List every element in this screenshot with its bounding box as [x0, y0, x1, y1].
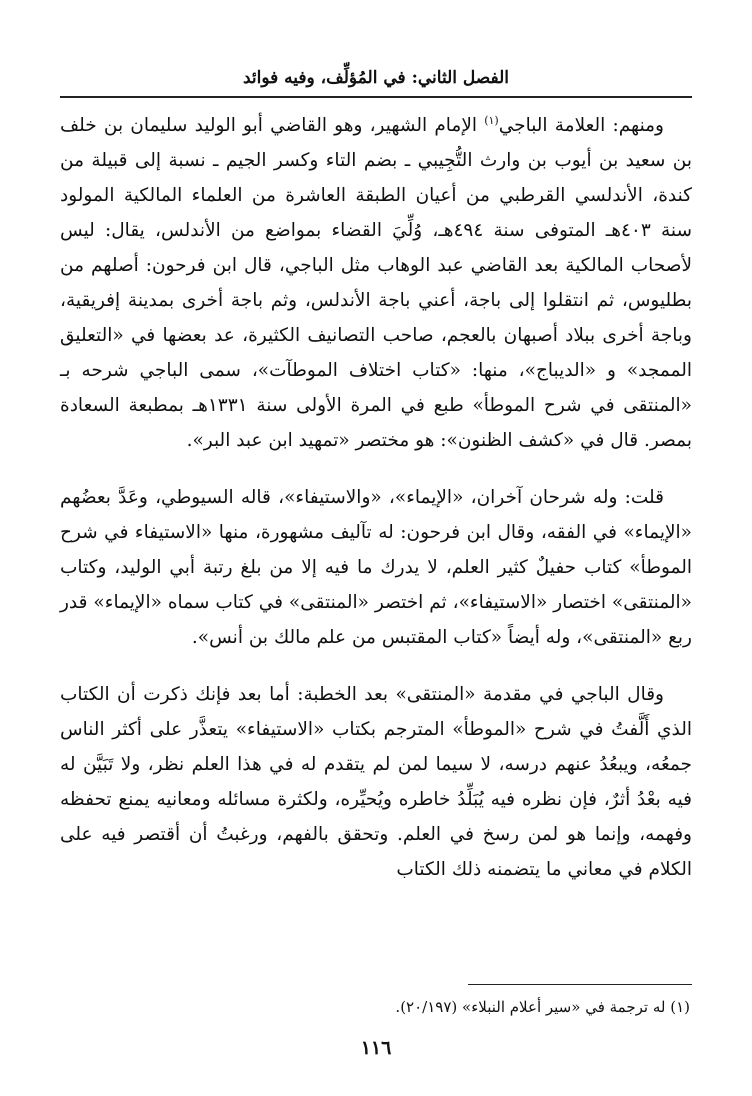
- page-number: ١١٦: [360, 1037, 392, 1059]
- paragraph-1-opening: ومنهم: العلامة الباجي: [498, 115, 664, 136]
- paragraph-1: [60, 108, 692, 458]
- footnote-reference: (١): [484, 113, 499, 127]
- paragraph-3: وقال الباجي في مقدمة «المنتقى» بعد الخطبة: أما بعد فإنك ذكرت أن الكتاب الذي أَلَّفتُ في شرح «الموطأ» المترجم بكتاب «الاستيفاء» يتعذَّر على أكثر الناس جمعُه، ويبعُدُ عنهم درسه، لا سيما لمن لم يتقدم له في هذا العلم نظر، ولا تَبَيَّن له فيه بعْدُ أثرٌ، فإن نظره فيه يُبَلِّدُ خاطره ويُحيِّره، ولكثرة مسائله ومعانيه يمنع تحفظه وفهمه، وإنما هو لمن رسخ في العلم. وتحقق بالفهم، ورغبتُ أن أقتصر فيه على الكلام في معاني ما يتضمنه ذلك الكتاب: [60, 684, 692, 880]
- main-text: [60, 108, 692, 887]
- running-header: الفصل الثاني: في المُؤلِّف، وفيه فوائد: [242, 68, 510, 88]
- footnote-divider: [468, 984, 692, 985]
- header-divider: [60, 96, 692, 98]
- footnote: (١) له ترجمة في «سير أعلام النبلاء» (٢٠/١٩٧).: [395, 998, 690, 1016]
- paragraph-1-body: الإمام الشهير، وهو القاضي أبو الوليد سليمان بن خلف بن سعيد بن أيوب بن وارث التُّجِيبي ـ بضم التاء وكسر الجيم ـ نسبة إلى قبيلة من كندة، الأندلسي القرطبي من أعيان الطبقة العاشرة من العلماء المالكية المولود سنة ٤٠٣هـ المتوفى سنة ٤٩٤هـ، وُلِّيَ القضاء بمواضع من الأندلس، يقال: ليس لأصحاب المالكية بعد القاضي عبد الوهاب مثل الباجي، قال ابن فرحون: أصلهم من بطليوس، ثم انتقلوا إلى باجة، أعني باجة الأندلس، وثم باجة أخرى بمدينة إفريقية، وباجة أخرى ببلاد أصبهان بالعجم، صاحب التصانيف الكثيرة، عد بعضها في «التعليق الممجد» و «الديباج»، منها: «كتاب اختلاف الموطآت»، سمى الباجي شرحه بـ «المنتقى في شرح الموطأ» طبع في المرة الأولى سنة ١٣٣١هـ بمطبعة السعادة بمصر. قال في «كشف الظنون»: هو مختصر «تمهيد ابن عبد البر».: [60, 115, 692, 451]
- paragraph-2: قلت: وله شرحان آخران، «الإيماء»، «والاستيفاء»، قاله السيوطي، وعَدَّ بعضُهم «الإيماء» في الفقه، وقال ابن فرحون: له تآليف مشهورة، منها «الاستيفاء في شرح الموطأ» كتاب حفيلٌ كثير العلم، لا يدرك ما فيه إلا من بلغ رتبة أبي الوليد، وكتاب «المنتقى» اختصار «الاستيفاء»، ثم اختصر «المنتقى» في كتاب سماه «الإيماء» قدر ربع «المنتقى»، وله أيضاً «كتاب المقتبس من علم مالك بن أنس».: [60, 487, 692, 648]
